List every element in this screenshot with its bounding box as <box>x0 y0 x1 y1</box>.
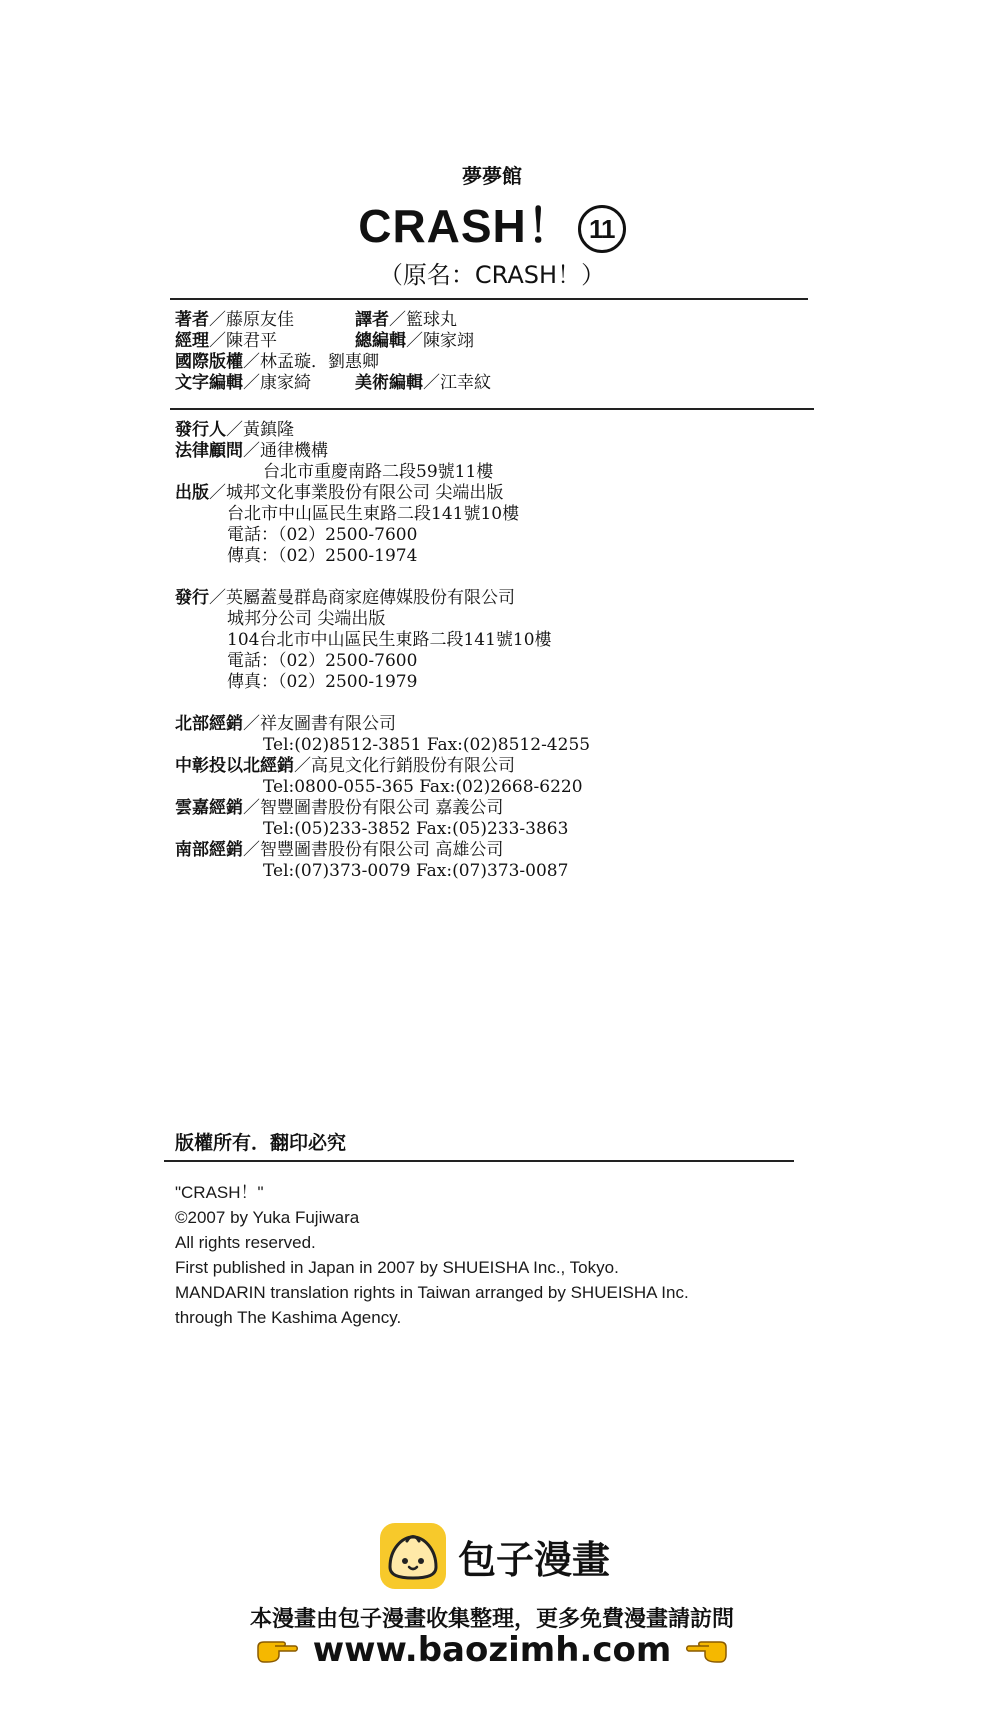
credit-value: 陳家翊 <box>423 331 474 351</box>
site-url-row[interactable] <box>0 1630 984 1670</box>
distributor-line: 發行／英屬蓋曼群島商家庭傳媒股份有限公司 <box>175 588 515 608</box>
copyright-line: First published in Japan in 2007 by SHUEISHA Inc., Tokyo. <box>175 1258 619 1277</box>
original-title: （原名：CRASH！） <box>378 261 606 289</box>
distributor-address: 104台北市中山區民生東路二段141號10樓 <box>227 630 552 650</box>
credit-value: 康家綺 <box>260 373 311 393</box>
divider-credits <box>170 408 814 410</box>
copyright-block <box>175 1180 689 1330</box>
distributor-phone: 電話：（02）2500-7600 <box>227 651 418 671</box>
legal-address: 台北市重慶南路二段59號11樓 <box>263 462 494 482</box>
pointing-right-hand-icon <box>255 1635 299 1665</box>
copyright-line: "CRASH！" <box>175 1183 264 1202</box>
credit-value: 江幸紋 <box>440 373 491 393</box>
credit-row: 文字編輯／康家綺 美術編輯／江幸紋 <box>175 373 491 393</box>
credit-label: 國際版權 <box>175 352 243 372</box>
credit-label: 經理 <box>175 331 209 351</box>
publication-block <box>175 420 590 882</box>
title-text: CRASH！ <box>358 200 574 252</box>
series-label: 夢夢館 <box>462 164 522 188</box>
rights-notice: 版權所有．翻印必究 <box>175 1132 347 1154</box>
pointing-left-hand-icon <box>685 1635 729 1665</box>
copyright-line: MANDARIN translation rights in Taiwan arranged by SHUEISHA Inc. <box>175 1283 689 1302</box>
credit-label: 譯者 <box>355 310 389 330</box>
copyright-line: ©2007 by Yuka Fujiwara <box>175 1208 360 1227</box>
credit-label: 文字編輯 <box>175 373 243 393</box>
credit-row: 國際版權／林孟璇．劉惠卿 <box>175 352 379 372</box>
regional-contact: Tel:0800-055-365 Fax:(02)2668-6220 <box>263 777 583 797</box>
divider-rights <box>164 1160 794 1162</box>
credit-value: 陳君平 <box>226 331 277 351</box>
copyright-line: through The Kashima Agency. <box>175 1308 402 1327</box>
regional-line: 中彰投以北經銷／高見文化行銷股份有限公司 <box>175 756 515 776</box>
distributor-fax: 傳真：（02）2500-1979 <box>227 672 418 692</box>
site-url[interactable]: www.baozimh.com <box>312 1630 672 1670</box>
credits-block <box>175 310 491 394</box>
credit-label: 美術編輯 <box>355 373 423 393</box>
credit-value: 林孟璇．劉惠卿 <box>260 352 379 372</box>
publisher-address: 台北市中山區民生東路二段141號10樓 <box>227 504 520 524</box>
publisher-phone: 電話：（02）2500-7600 <box>227 525 418 545</box>
credit-label: 著者 <box>175 310 209 330</box>
regional-contact: Tel:(02)8512-3851 Fax:(02)8512-4255 <box>263 735 591 755</box>
regional-contact: Tel:(05)233-3852 Fax:(05)233-3863 <box>263 819 569 839</box>
regional-line: 北部經銷／祥友圖書有限公司 <box>175 714 396 734</box>
publisher-line: 出版／城邦文化事業股份有限公司 尖端出版 <box>175 483 504 503</box>
bun-logo-icon <box>380 1523 446 1589</box>
credit-row: 著者／藤原友佳 譯者／籃球丸 <box>175 310 457 330</box>
copyright-line: All rights reserved. <box>175 1233 316 1252</box>
divider-top <box>170 298 808 300</box>
credit-value: 籃球丸 <box>406 310 457 330</box>
book-title <box>0 190 984 256</box>
regional-line: 雲嘉經銷／智豐圖書股份有限公司 嘉義公司 <box>175 798 504 818</box>
publisher-fax: 傳真：（02）2500-1974 <box>227 546 418 566</box>
brand-name: 包子漫畫 <box>458 1537 611 1582</box>
site-notice: 本漫畫由包子漫畫收集整理，更多免費漫畫請訪問 <box>249 1607 734 1632</box>
credit-row: 經理／陳君平 總編輯／陳家翊 <box>175 331 474 351</box>
credit-label: 總編輯 <box>355 331 406 351</box>
volume-badge: 11 <box>578 205 626 253</box>
legal-line: 法律顧問／通律機構 <box>175 441 328 461</box>
regional-line: 南部經銷／智豐圖書股份有限公司 高雄公司 <box>175 840 504 860</box>
credit-value: 藤原友佳 <box>226 310 294 330</box>
brand-banner[interactable] <box>380 1523 610 1589</box>
issuer-line: 發行人／黃鎮隆 <box>175 420 294 440</box>
regional-contact: Tel:(07)373-0079 Fax:(07)373-0087 <box>263 861 569 881</box>
distributor-branch: 城邦分公司 尖端出版 <box>227 609 386 629</box>
